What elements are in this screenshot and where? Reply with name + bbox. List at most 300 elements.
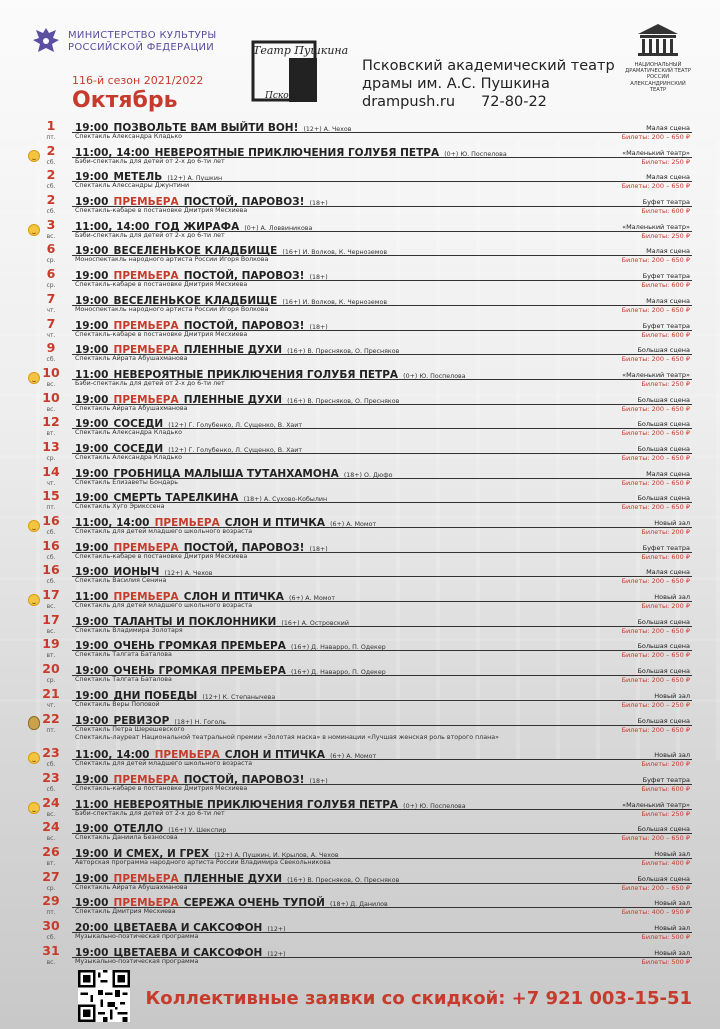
- event-price[interactable]: Билеты: 200 – 650 ₽: [621, 651, 690, 660]
- event-time: 19:00: [75, 714, 109, 727]
- event-venue: Буфет театра: [642, 198, 690, 207]
- event-venue: Новый зал: [654, 519, 690, 527]
- event-title[interactable]: НЕВЕРОЯТНЫЕ ПРИКЛЮЧЕНИЯ ГОЛУБЯ ПЕТРА: [113, 368, 399, 381]
- event-venue: Большая сцена: [637, 642, 690, 651]
- event-weekday: пт.: [46, 504, 56, 512]
- event-meta: (0+) Ю. Поспелова: [403, 802, 466, 810]
- alexandrinsky-logo: [624, 20, 692, 93]
- event-weekday: вс.: [46, 603, 56, 611]
- event-description: Спектакль Веры Поповой: [75, 700, 160, 708]
- event-price[interactable]: Билеты: 200 – 650 ₽: [621, 626, 690, 635]
- event-weekday: вс.: [46, 232, 56, 240]
- kids-icon: [28, 224, 40, 236]
- event-description: Спектакль Алессандры Джунтини: [75, 182, 190, 190]
- event-time: 11:00: [75, 591, 109, 604]
- event-day: 9: [46, 340, 56, 356]
- event-day: 27: [42, 868, 60, 884]
- event-time: 19:00: [75, 393, 109, 406]
- event-title[interactable]: ПОСТОЙ, ПАРОВОЗ!: [183, 196, 305, 209]
- event-meta: (12+) А. Пушкин, И. Крылов, А. Чехов: [214, 851, 339, 859]
- event-meta: (6+) А. Момот: [330, 521, 377, 528]
- premiere-badge: ПРЕМЬЕРА: [113, 393, 179, 406]
- event-price[interactable]: Билеты: 200 – 650 ₽: [621, 404, 690, 413]
- event-description: Бэби-спектакль для детей от 2-х до 6-ти лет: [75, 809, 225, 817]
- event-weekday: сб.: [46, 529, 56, 536]
- event-weekday: вс.: [46, 958, 56, 966]
- event-price[interactable]: Билеты: 200 – 650 ₽: [621, 577, 690, 586]
- event-description: Спектакль для детей младшего школьного возраста: [75, 602, 253, 610]
- ministry-line2: РОССИЙСКОЙ ФЕДЕРАЦИИ: [68, 42, 215, 53]
- event-price[interactable]: Билеты: 600 ₽: [641, 784, 690, 793]
- kids-icon: [28, 752, 40, 764]
- event-price[interactable]: Билеты: 200 – 650 ₽: [621, 355, 690, 364]
- event-row[interactable]: [0, 712, 720, 747]
- event-weekday: сб.: [46, 208, 56, 216]
- event-meta: (18+): [309, 200, 328, 208]
- premiere-badge: ПРЕМЬЕРА: [113, 541, 179, 554]
- event-title[interactable]: СМЕРТЬ ТАРЕЛКИНА: [113, 492, 239, 505]
- event-meta: (12+): [267, 926, 286, 933]
- event-day: 29: [42, 893, 60, 909]
- premiere-badge: ПРЕМЬЕРА: [113, 591, 179, 604]
- event-meta: (18+) О. Дюфо: [343, 471, 393, 479]
- event-description: Спектакль Айрата Абушахманова: [75, 355, 188, 363]
- event-venue: Буфет театра: [642, 272, 690, 281]
- event-time: 19:00: [75, 615, 109, 628]
- event-day: 7: [46, 315, 56, 331]
- premiere-badge: ПРЕМЬЕРА: [113, 773, 179, 786]
- event-price[interactable]: Билеты: 200 – 650 ₽: [621, 182, 690, 191]
- event-title[interactable]: ВЕСЕЛЕНЬКОЕ КЛАДБИЩЕ: [113, 245, 278, 258]
- kids-icon: [28, 372, 40, 384]
- event-price[interactable]: Билеты: 250 ₽: [641, 157, 690, 166]
- logo-script: Театр Пушкина: [253, 44, 349, 57]
- event-weekday: чт.: [46, 701, 56, 709]
- event-row[interactable]: [0, 514, 720, 539]
- premiere-badge: ПРЕМЬЕРА: [113, 897, 179, 910]
- event-venue: «Маленький театр»: [622, 800, 690, 809]
- theatre-name: [362, 57, 615, 111]
- event-weekday: сб.: [46, 158, 56, 166]
- event-meta: (18+): [309, 323, 328, 331]
- event-day: 23: [42, 769, 60, 785]
- event-row[interactable]: [0, 193, 720, 218]
- event-venue: Большая сцена: [637, 617, 690, 626]
- event-award: Спектакль-лауреат Национальной театральной премии «Золотая маска» в номинации «Лучшая женская роль второго плана»: [75, 733, 499, 741]
- event-title[interactable]: РЕВИЗОР: [113, 714, 170, 727]
- event-price[interactable]: Билеты: 200 ₽: [641, 528, 690, 536]
- premiere-badge: ПРЕМЬЕРА: [113, 872, 179, 885]
- event-title[interactable]: НЕВЕРОЯТНЫЕ ПРИКЛЮЧЕНИЯ ГОЛУБЯ ПЕТРА: [113, 798, 399, 811]
- event-day: 1: [46, 118, 56, 133]
- event-price[interactable]: Билеты: 200 – 650 ₽: [621, 676, 690, 685]
- event-price[interactable]: Билеты: 200 – 650 ₽: [621, 478, 690, 487]
- group-booking-cta[interactable]: Коллективные заявки со скидкой: +7 921 003-15-51: [145, 988, 692, 1009]
- event-weekday: вс.: [46, 380, 56, 388]
- event-time: 19:00: [75, 566, 109, 579]
- golden-mask-icon: [28, 716, 40, 730]
- event-weekday: ср.: [46, 884, 56, 892]
- event-price[interactable]: Билеты: 200 ₽: [641, 602, 690, 611]
- event-venue: Малая сцена: [646, 469, 690, 478]
- event-day: 6: [46, 241, 56, 257]
- event-day: 26: [42, 843, 60, 859]
- event-meta: (12+) А. Чехов: [303, 126, 352, 133]
- event-day: 14: [42, 463, 60, 479]
- event-day: 21: [42, 685, 60, 701]
- event-row[interactable]: [0, 687, 720, 712]
- event-weekday: сб.: [46, 553, 56, 561]
- theatre-logo: [245, 38, 363, 106]
- event-description: Спектакль Талгата Баталова: [75, 676, 172, 684]
- event-description: Спектакль Айрата Абушахманова: [75, 883, 188, 891]
- event-price[interactable]: Билеты: 200 – 650 ₽: [621, 453, 690, 462]
- event-venue: Новый зал: [654, 899, 690, 908]
- ministry-logo: [30, 24, 216, 60]
- event-meta: (6+) А. Момот: [289, 595, 336, 603]
- event-venue: Малая сцена: [646, 173, 690, 182]
- event-description: Музыкально-поэтическая программа: [75, 933, 199, 940]
- logo-city: Псков: [265, 91, 294, 101]
- premiere-badge: ПРЕМЬЕРА: [113, 196, 179, 209]
- event-time: 19:00: [75, 196, 109, 209]
- event-time: 19:00: [75, 171, 109, 184]
- event-meta: (0+) Ю. Поспелова: [403, 372, 466, 380]
- event-day: 2: [46, 142, 56, 158]
- event-title[interactable]: ДНИ ПОБЕДЫ: [113, 689, 198, 702]
- event-title[interactable]: ОЧЕНЬ ГРОМКАЯ ПРЕМЬЕРА: [113, 640, 286, 653]
- event-title[interactable]: ПЛЕННЫЕ ДУХИ: [183, 393, 283, 406]
- event-title[interactable]: ПОСТОЙ, ПАРОВОЗ!: [183, 773, 305, 786]
- event-row[interactable]: [0, 489, 720, 514]
- event-meta: (16+) Д. Наварро, П. Одекер: [290, 644, 386, 652]
- event-title[interactable]: СЛОН И ПТИЧКА: [224, 749, 325, 762]
- event-row[interactable]: [0, 944, 720, 969]
- event-time: 19:00: [75, 344, 109, 357]
- event-price[interactable]: Билеты: 200 – 650 ₽: [621, 725, 690, 734]
- event-venue: «Маленький театр»: [622, 222, 690, 231]
- event-meta: (18+): [309, 274, 328, 282]
- event-title[interactable]: ПЛЕННЫЕ ДУХИ: [183, 344, 283, 357]
- event-title[interactable]: СОСЕДИ: [113, 442, 164, 455]
- event-weekday: ср.: [46, 677, 56, 685]
- event-time: 19:00: [75, 541, 109, 554]
- kids-icon: [28, 150, 40, 162]
- event-title[interactable]: СЛОН И ПТИЧКА: [224, 517, 325, 529]
- event-weekday: вс.: [46, 810, 56, 818]
- event-price[interactable]: Билеты: 200 – 650 ₽: [621, 429, 690, 438]
- event-price[interactable]: Билеты: 200 – 650 ₽: [621, 256, 690, 265]
- event-time: 19:00: [75, 946, 109, 959]
- event-meta: (16+) В. Пресняков, О. Пресняков: [287, 397, 400, 405]
- event-title[interactable]: МЕТЕЛЬ: [113, 171, 163, 184]
- event-weekday: сб.: [46, 934, 56, 941]
- contacts: [362, 93, 615, 111]
- event-weekday: сб.: [46, 578, 56, 586]
- event-venue: Новый зал: [654, 691, 690, 700]
- event-title[interactable]: ОЧЕНЬ ГРОМКАЯ ПРЕМЬЕРА: [113, 665, 286, 678]
- event-meta: (0+) Ю. Поспелова: [444, 150, 507, 158]
- event-row[interactable]: [0, 771, 720, 796]
- event-price[interactable]: Билеты: 600 ₽: [641, 552, 690, 561]
- event-price[interactable]: Билеты: 200 – 250 ₽: [621, 700, 690, 709]
- event-title[interactable]: СОСЕДИ: [113, 418, 164, 431]
- event-time: 19:00: [75, 294, 109, 307]
- event-venue: Большая сцена: [637, 346, 690, 355]
- event-venue: Новый зал: [654, 751, 690, 760]
- event-row[interactable]: [0, 366, 720, 391]
- event-weekday: сб.: [46, 183, 56, 191]
- event-venue: Малая сцена: [646, 296, 690, 305]
- event-title[interactable]: ГРОБНИЦА МАЛЫША ТУТАНХАМОНА: [113, 467, 339, 480]
- event-price[interactable]: Билеты: 250 ₽: [641, 379, 690, 388]
- event-time: 19:00: [75, 823, 109, 836]
- event-time: 19:00: [75, 122, 109, 134]
- event-meta: (16+) И. Волков, К. Черноземов: [282, 249, 388, 257]
- event-weekday: вс.: [46, 835, 56, 843]
- event-description: Бэби-спектакль для детей от 2-х до 6-ти лет: [75, 379, 225, 387]
- event-description: Спектакль-кабаре в постановке Дмитрия Месхиева: [75, 784, 248, 792]
- event-price[interactable]: Билеты: 200 – 650 ₽: [621, 305, 690, 314]
- event-title[interactable]: ПОСТОЙ, ПАРОВОЗ!: [183, 541, 305, 554]
- event-time: 11:00, 14:00: [75, 220, 150, 233]
- event-price[interactable]: Билеты: 500 ₽: [641, 957, 690, 966]
- event-meta: (12+) Г. Голубенко, Л. Сущенко, В. Хаит: [168, 422, 303, 430]
- premiere-badge: ПРЕМЬЕРА: [113, 270, 179, 283]
- event-meta: (6+) А. Момот: [330, 753, 377, 761]
- event-meta: (16+) В. Пресняков, О. Пресняков: [287, 348, 400, 356]
- premiere-badge: ПРЕМЬЕРА: [154, 749, 220, 762]
- event-time: 19:00: [75, 270, 109, 283]
- event-description: Спектакль Айрата Абушахманова: [75, 404, 188, 412]
- kids-icon: [28, 520, 40, 532]
- event-time: 19:00: [75, 418, 109, 431]
- event-title[interactable]: ПОСТОЙ, ПАРОВОЗ!: [183, 270, 305, 283]
- event-weekday: пт.: [46, 909, 56, 917]
- event-price[interactable]: Билеты: 250 ₽: [641, 231, 690, 240]
- event-day: 17: [42, 611, 60, 627]
- event-meta: (12+) А. Пушкин: [167, 175, 223, 183]
- event-price[interactable]: Билеты: 200 – 650 ₽: [621, 834, 690, 843]
- event-venue: «Маленький театр»: [622, 370, 690, 379]
- event-time: 19:00: [75, 442, 109, 455]
- event-title[interactable]: ИОНЫЧ: [113, 566, 160, 579]
- event-description: Спектакль для детей младшего школьного возраста: [75, 528, 253, 535]
- event-day: 24: [42, 819, 60, 835]
- event-venue: Малая сцена: [646, 568, 690, 577]
- event-meta: (18+): [309, 777, 328, 785]
- event-title[interactable]: ПЛЕННЫЕ ДУХИ: [183, 872, 283, 885]
- event-description: Спектакль-кабаре в постановке Дмитрия Месхиева: [75, 552, 248, 560]
- ministry-text: [68, 30, 216, 54]
- event-description: Спектакль Владимира Золотаря: [75, 626, 183, 634]
- event-day: 2: [46, 192, 56, 208]
- event-venue: Большая сцена: [637, 444, 690, 453]
- event-title[interactable]: ЦВЕТАЕВА И САКСОФОН: [113, 922, 263, 934]
- event-price[interactable]: Билеты: 500 ₽: [641, 933, 690, 941]
- event-venue: Большая сцена: [637, 716, 690, 725]
- event-title[interactable]: ТАЛАНТЫ И ПОКЛОННИКИ: [113, 615, 277, 628]
- theatre-building-icon: [632, 20, 684, 58]
- event-time: 19:00: [75, 245, 109, 258]
- event-description: Спектакль-кабаре в постановке Дмитрия Месхиева: [75, 330, 248, 338]
- event-description: Авторская программа народного артиста России Владимира Свекольникова: [75, 858, 331, 866]
- event-title[interactable]: СЕРЕЖА ОЧЕНЬ ТУПОЙ: [183, 897, 325, 910]
- event-price[interactable]: Билеты: 200 – 650 ₽: [621, 503, 690, 512]
- event-price[interactable]: Билеты: 200 – 650 ₽: [621, 133, 690, 141]
- event-day: 19: [42, 636, 60, 652]
- event-meta: (16+) В. Пресняков, О. Пресняков: [287, 876, 400, 884]
- event-day: 16: [42, 537, 60, 553]
- eagle-icon: [30, 24, 62, 60]
- event-time: 11:00: [75, 798, 109, 811]
- event-meta: (0+) А. Ловвиникова: [244, 224, 313, 232]
- event-time: 19:00: [75, 897, 109, 910]
- theatre-line2: драмы им. А.С. Пушкина: [362, 76, 550, 92]
- event-day: 7: [46, 290, 56, 306]
- website-link[interactable]: drampush.ru: [362, 94, 456, 110]
- event-venue: Буфет театра: [642, 543, 690, 552]
- event-price[interactable]: Билеты: 400 ₽: [641, 858, 690, 867]
- event-weekday: ср.: [46, 454, 56, 462]
- event-venue: Новый зал: [654, 593, 690, 602]
- event-meta: (16+) У. Шекспир: [168, 827, 227, 835]
- month-title: Октябрь: [72, 88, 178, 113]
- event-time: 20:00: [75, 922, 109, 934]
- ministry-line1: МИНИСТЕРСТВО КУЛЬТУРЫ: [68, 30, 217, 41]
- event-meta: (16+) Д. Наварро, П. Одекер: [290, 669, 386, 677]
- premiere-badge: ПРЕМЬЕРА: [113, 319, 179, 332]
- event-weekday: чт.: [46, 331, 56, 339]
- event-title[interactable]: И СМЕХ, И ГРЕХ: [113, 847, 210, 860]
- event-meta: (16+) И. Волков, К. Черноземов: [282, 298, 388, 306]
- event-day: 16: [42, 513, 60, 528]
- event-description: Спектакль Петра Шерешевского: [75, 725, 185, 733]
- event-price[interactable]: Билеты: 600 ₽: [641, 207, 690, 216]
- event-time: 11:00, 14:00: [75, 749, 150, 762]
- event-meta: (18+) Н. Гоголь: [174, 718, 226, 726]
- event-venue: Малая сцена: [646, 247, 690, 256]
- event-description: Музыкально-поэтическая программа: [75, 957, 199, 965]
- event-weekday: пт.: [46, 726, 56, 734]
- event-day: 10: [42, 389, 60, 405]
- event-list: [0, 119, 720, 968]
- event-title[interactable]: ГОД ЖИРАФА: [154, 220, 240, 233]
- event-meta: (12+) К. Степанычева: [202, 693, 276, 701]
- event-venue: Новый зал: [654, 924, 690, 932]
- event-title[interactable]: ПОЗВОЛЬТЕ ВАМ ВЫЙТИ ВОН!: [113, 122, 299, 134]
- event-day: 16: [42, 562, 60, 578]
- event-price[interactable]: Билеты: 600 ₽: [641, 281, 690, 290]
- event-title[interactable]: ОТЕЛЛО: [113, 823, 164, 836]
- event-weekday: сб.: [46, 356, 56, 364]
- event-day: 22: [42, 710, 60, 726]
- event-description: Спектакль-кабаре в постановке Дмитрия Месхиева: [75, 281, 248, 289]
- event-day: 6: [46, 266, 56, 282]
- event-time: 19:00: [75, 640, 109, 653]
- event-description: Спектакль Александра Кладько: [75, 429, 182, 437]
- event-day: 10: [42, 364, 60, 380]
- event-meta: (12+) А. Чехов: [164, 570, 213, 578]
- event-description: Спектакль Талгата Баталова: [75, 651, 172, 659]
- premiere-badge: ПРЕМЬЕРА: [113, 344, 179, 357]
- event-time: 19:00: [75, 689, 109, 702]
- event-day: 13: [42, 438, 60, 454]
- event-day: 30: [42, 918, 60, 933]
- event-row[interactable]: [0, 919, 720, 944]
- event-price[interactable]: Билеты: 250 ₽: [641, 809, 690, 818]
- event-title[interactable]: НЕВЕРОЯТНЫЕ ПРИКЛЮЧЕНИЯ ГОЛУБЯ ПЕТРА: [154, 146, 440, 159]
- event-weekday: чт.: [46, 479, 56, 487]
- event-title[interactable]: ПОСТОЙ, ПАРОВОЗ!: [183, 319, 305, 332]
- event-time: 11:00, 14:00: [75, 146, 150, 159]
- event-price[interactable]: Билеты: 400 – 950 ₽: [621, 908, 690, 917]
- alexandrinsky-text: НАЦИОНАЛЬНЫЙ ДРАМАТИЧЕСКИЙ ТЕАТР РОССИИ АЛЕКСАНДРИНСКИЙ ТЕАТР: [625, 62, 691, 93]
- event-venue: Малая сцена: [646, 124, 690, 132]
- event-title[interactable]: ЦВЕТАЕВА И САКСОФОН: [113, 946, 263, 959]
- event-meta: (12+): [267, 950, 286, 958]
- event-title[interactable]: ВЕСЕЛЕНЬКОЕ КЛАДБИЩЕ: [113, 294, 278, 307]
- event-weekday: чт.: [46, 306, 56, 314]
- event-time: 19:00: [75, 467, 109, 480]
- premiere-badge: ПРЕМЬЕРА: [154, 517, 220, 529]
- event-weekday: вт.: [46, 430, 56, 438]
- event-time: 19:00: [75, 872, 109, 885]
- event-meta: (16+) А. Островский: [281, 619, 349, 627]
- event-day: 23: [42, 745, 60, 761]
- event-description: Спектакль Александра Кладько: [75, 133, 182, 140]
- event-price[interactable]: Билеты: 600 ₽: [641, 330, 690, 339]
- event-meta: (18+): [309, 545, 328, 553]
- event-row[interactable]: [0, 845, 720, 870]
- event-description: Спектакль-кабаре в постановке Дмитрия Месхиева: [75, 207, 248, 215]
- event-description: Спектакль Дмитрия Месхиева: [75, 908, 176, 916]
- qr-code[interactable]: [78, 970, 130, 1022]
- kids-icon: [28, 802, 40, 814]
- event-time: 11:00: [75, 368, 109, 381]
- qr-code-icon: [78, 970, 130, 1022]
- event-time: 19:00: [75, 492, 109, 505]
- event-day: 2: [46, 167, 56, 183]
- event-day: 3: [46, 216, 56, 232]
- event-title[interactable]: СЛОН И ПТИЧКА: [183, 591, 284, 604]
- event-time: 19:00: [75, 665, 109, 678]
- event-description: Моноспектакль народного артиста России Игоря Волкова: [75, 305, 269, 313]
- event-time: 19:00: [75, 319, 109, 332]
- event-venue: Большая сцена: [637, 825, 690, 834]
- event-meta: (18+) А. Сухово-Кобылин: [243, 496, 328, 504]
- event-description: Спектакль Хуго Эрикссена: [75, 503, 165, 511]
- event-row[interactable]: [0, 440, 720, 465]
- event-venue: Новый зал: [654, 948, 690, 957]
- event-row[interactable]: [0, 119, 720, 144]
- event-price[interactable]: Билеты: 200 – 650 ₽: [621, 883, 690, 892]
- event-venue: Буфет театра: [642, 775, 690, 784]
- event-description: Спектакль Даниила Безносова: [75, 834, 178, 842]
- event-meta: (18+) Д. Данилов: [330, 901, 388, 909]
- phone-number[interactable]: 72-80-22: [481, 94, 547, 110]
- event-day: 15: [42, 488, 60, 504]
- event-price[interactable]: Билеты: 200 ₽: [641, 760, 690, 769]
- event-description: Моноспектакль народного артиста России Игоря Волкова: [75, 256, 269, 264]
- event-description: Спектакль для детей младшего школьного возраста: [75, 760, 253, 768]
- event-weekday: вс.: [46, 627, 56, 635]
- season-label: 116-й сезон 2021/2022: [72, 74, 204, 87]
- event-weekday: вс.: [46, 405, 56, 413]
- event-row[interactable]: [0, 292, 720, 317]
- event-venue: Большая сцена: [637, 494, 690, 503]
- event-venue: Большая сцена: [637, 667, 690, 676]
